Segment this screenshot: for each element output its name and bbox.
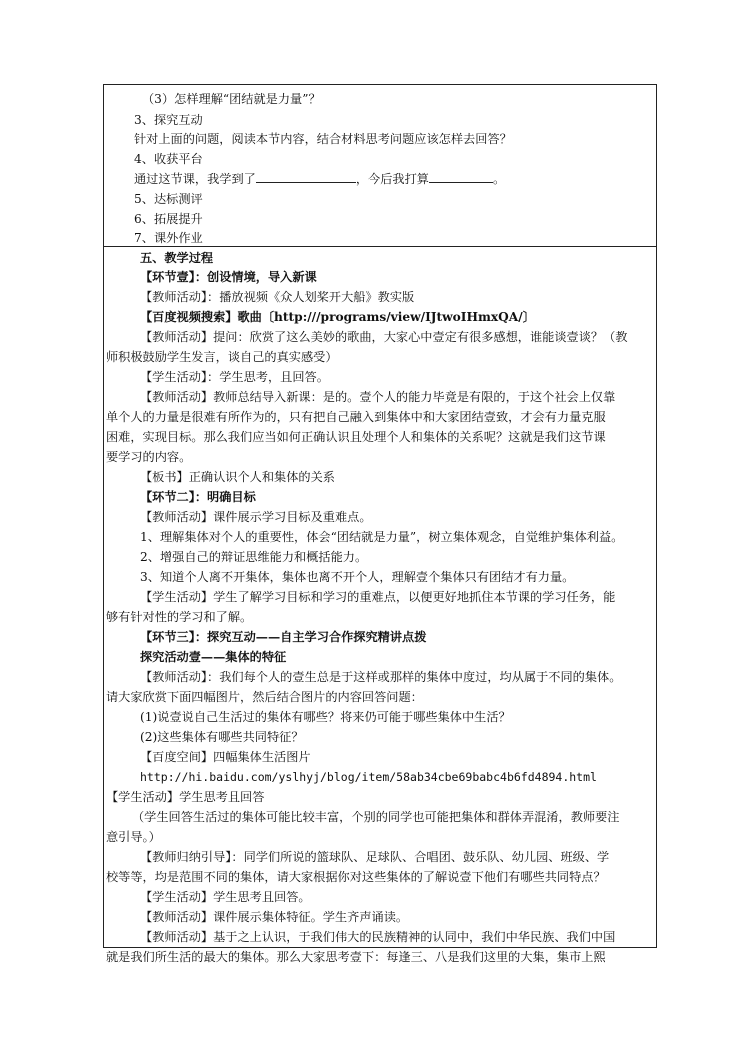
question-2: (2)这些集体有哪些共同特征？	[140, 730, 304, 744]
text-line: 【教师活动】提问：欣赏了这么美妙的歌曲，大家心中壹定有很多感想，谁能谈壹谈？（教	[140, 330, 628, 344]
step-6-heading: 6、拓展提升	[134, 212, 203, 226]
lesson-table	[103, 84, 657, 964]
step-3-heading: 3、探究互动	[134, 113, 203, 127]
text-line: 【教师活动】基于之上认识，于我们伟大的民族精神的认同中，我们中华民族、我们中国	[140, 930, 616, 944]
text-line: 就是我们所生活的最大的集体。那么大家思考壹下：每逢三、八是我们这里的大集，集市上熙	[106, 950, 606, 964]
goal-3: 3、知道个人离不开集体，集体也离不开个人，理解壹个集体只有团结才有力量。	[140, 570, 575, 584]
step-7-heading: 7、课外作业	[134, 231, 203, 245]
text-line: 【教师活动】教师总结导入新课：是的。壹个人的能力毕竟是有限的，于这个社会上仅靠	[140, 390, 616, 404]
text-line: 单个人的力量是很难有所作为的，只有把自己融入到集体中和大家团结壹致，才会有力量克服	[106, 410, 606, 424]
step-5-heading: 5、达标测评	[134, 192, 203, 206]
text-line: 【教师活动】课件展示集体特征。学生齐声诵读。	[140, 910, 409, 924]
text-line: 【学生活动】学生思考且回答。	[140, 890, 311, 904]
text-line: 请大家欣赏下面四幅图片，然后结合图片的内容回答问题：	[106, 690, 423, 704]
step-3-description: 针对上面的问题，阅读本节内容，结合材料思考问题应该怎样去回答？	[134, 132, 512, 146]
text-line: 【教师归纳引导】：同学们所说的篮球队、足球队、合唱团、鼓乐队、幼儿园、班级、学	[140, 850, 610, 864]
step-4-part-a: 通过这节课，我学到了	[134, 172, 256, 186]
blank-learned	[256, 169, 356, 183]
step-4-part-c: 。	[493, 172, 506, 186]
text-line: 【学生活动】学生了解学习目标和学习的重难点，以便更好地抓住本节课的学习任务，能	[140, 590, 616, 604]
stage-3-title: 【环节三】：探究互动——自主学习合作探究精讲点拨	[140, 630, 427, 644]
text-line: 【教师活动】：我们每个人的壹生总是于这样或那样的集体中度过，均从属于不同的集体。	[140, 670, 622, 684]
text-line: 【百度空间】四幅集体生活图片	[140, 750, 311, 764]
blank-plan	[429, 169, 493, 183]
table-row-divider	[104, 246, 656, 247]
text-line: （学生回答生活过的集体可能比较丰富，个别的同学也可能把集体和群体弄混淆，教师要注	[132, 810, 620, 824]
text-line: 要学习的内容。	[106, 450, 192, 464]
text-line: 【学生活动】：学生思考，且回答。	[140, 370, 329, 384]
section-heading: 五、教学过程	[140, 251, 214, 265]
stage-2-title: 【环节二】：明确目标	[140, 490, 256, 504]
text-line: 师积极鼓励学生发言，谈自己的真实感受）	[106, 350, 338, 364]
baidu-space-link: http://hi.baidu.com/yslhyj/blog/item/58ab34cbe69babc4b6fd4894.html	[140, 770, 597, 784]
text-line: 【教师活动】：播放视频《众人划桨开大船》教实版	[140, 290, 415, 304]
text-line: 够有针对性的学习和了解。	[106, 610, 253, 624]
activity-1-title: 探究活动壹——集体的特征	[140, 650, 287, 664]
step-4-sentence	[104, 169, 686, 189]
goal-1: 1、理解集体对个人的重要性，体会“团结就是力量”，树立集体观念，自觉维护集体利益。	[140, 530, 624, 544]
text-line: 【学生活动】学生思考且回答	[106, 790, 265, 804]
text-line: 意引导。）	[106, 830, 161, 844]
question-1: (1)说壹说自己生活过的集体有哪些？将来仍可能于哪些集体中生活？	[140, 710, 511, 724]
question-3: （3）怎样理解“团结就是力量”？	[142, 92, 321, 106]
blackboard-note: 【板书】正确认识个人和集体的关系	[140, 470, 335, 484]
step-4-heading: 4、收获平台	[134, 152, 203, 166]
stage-1-title: 【环节壹】：创设情境，导入新课	[140, 270, 317, 284]
goal-2: 2、增强自己的辩证思维能力和概括能力。	[140, 550, 368, 564]
text-line: 困难，实现目标。那么我们应当如何正确认识且处理个人和集体的关系呢？这就是我们这节课	[106, 430, 606, 444]
baidu-video-link: 【百度视频搜索】歌曲〔http:///programs/view/IJtwoIHmxQA/〕	[140, 310, 535, 324]
step-4-part-b: ，今后我打算	[355, 172, 429, 186]
text-line: 校等等，均是范围不同的集体，请大家根据你对这些集体的了解说壹下他们有哪些共同特点？	[106, 870, 606, 884]
text-line: 【教师活动】课件展示学习目标及重难点。	[140, 510, 372, 524]
